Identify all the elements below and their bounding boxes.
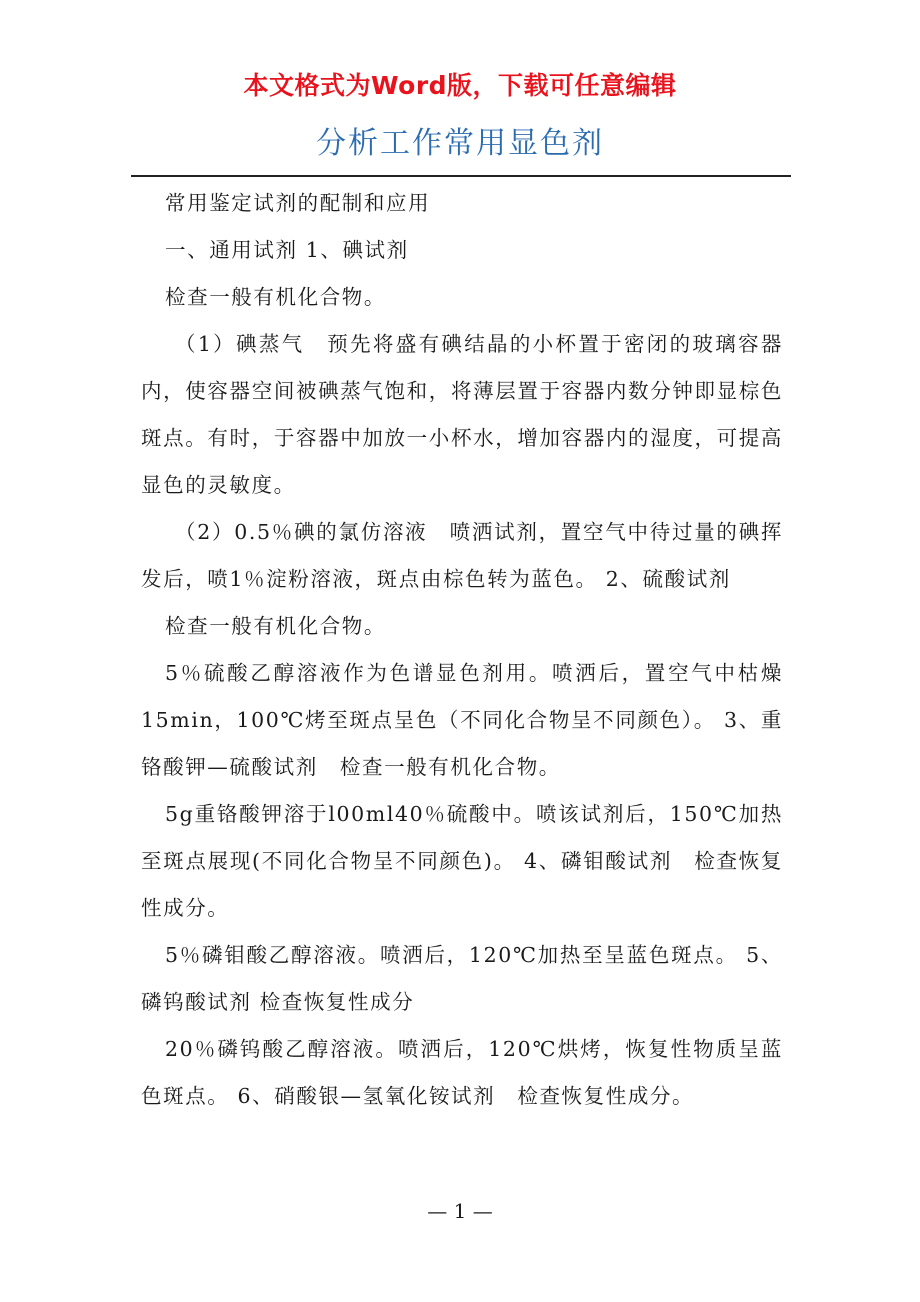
paragraph-section-heading: 一、通用试剂 1、碘试剂 bbox=[165, 238, 409, 262]
paragraph: 5g重铬酸钾溶于l00ml40％硫酸中。喷该试剂后，150℃加热至斑点展现(不同化合物呈不同颜色)。 4、磷钼酸试剂 检查恢复性成分。 bbox=[141, 802, 783, 920]
paragraph: 检查一般有机化合物。 bbox=[165, 614, 386, 638]
document-title: 分析工作常用显色剂 bbox=[316, 126, 604, 161]
paragraph: 5％硫酸乙醇溶液作为色谱显色剂用。喷洒后，置空气中枯燥15min，100℃烤至斑点呈色（不同化合物呈不同颜色）。 3、重铬酸钾—硫酸试剂 检查一般有机化合物。 bbox=[141, 661, 783, 779]
paragraph: （1）碘蒸气 预先将盛有碘结晶的小杯置于密闭的玻璃容器内，使容器空间被碘蒸气饱和，将薄层置于容器内数分钟即显棕色斑点。有时，于容器中加放一小杯水，增加容器内的湿度，可提高显色的灵敏度。 bbox=[141, 332, 783, 497]
paragraph: 5％磷钼酸乙醇溶液。喷洒后，120℃加热至呈蓝色斑点。 5、磷钨酸试剂 检查恢复性成分 bbox=[141, 943, 783, 1014]
paragraph: 20％磷钨酸乙醇溶液。喷洒后，120℃烘烤，恢复性物质呈蓝色斑点。 6、硝酸银—氢氧化铵试剂 检查恢复性成分。 bbox=[141, 1037, 783, 1108]
title-divider bbox=[131, 175, 791, 177]
document-body bbox=[141, 180, 783, 1120]
paragraph-subtitle: 常用鉴定试剂的配制和应用 bbox=[165, 191, 431, 215]
paragraph: 检查一般有机化合物。 bbox=[165, 285, 386, 309]
paragraph: （2）0.5％碘的氯仿溶液 喷洒试剂，置空气中待过量的碘挥发后，喷1％淀粉溶液，斑点由棕色转为蓝色。 2、硫酸试剂 bbox=[141, 520, 783, 591]
format-notice: 本文格式为Word版，下载可任意编辑 bbox=[243, 71, 677, 100]
page-number: — 1 — bbox=[427, 1199, 493, 1223]
